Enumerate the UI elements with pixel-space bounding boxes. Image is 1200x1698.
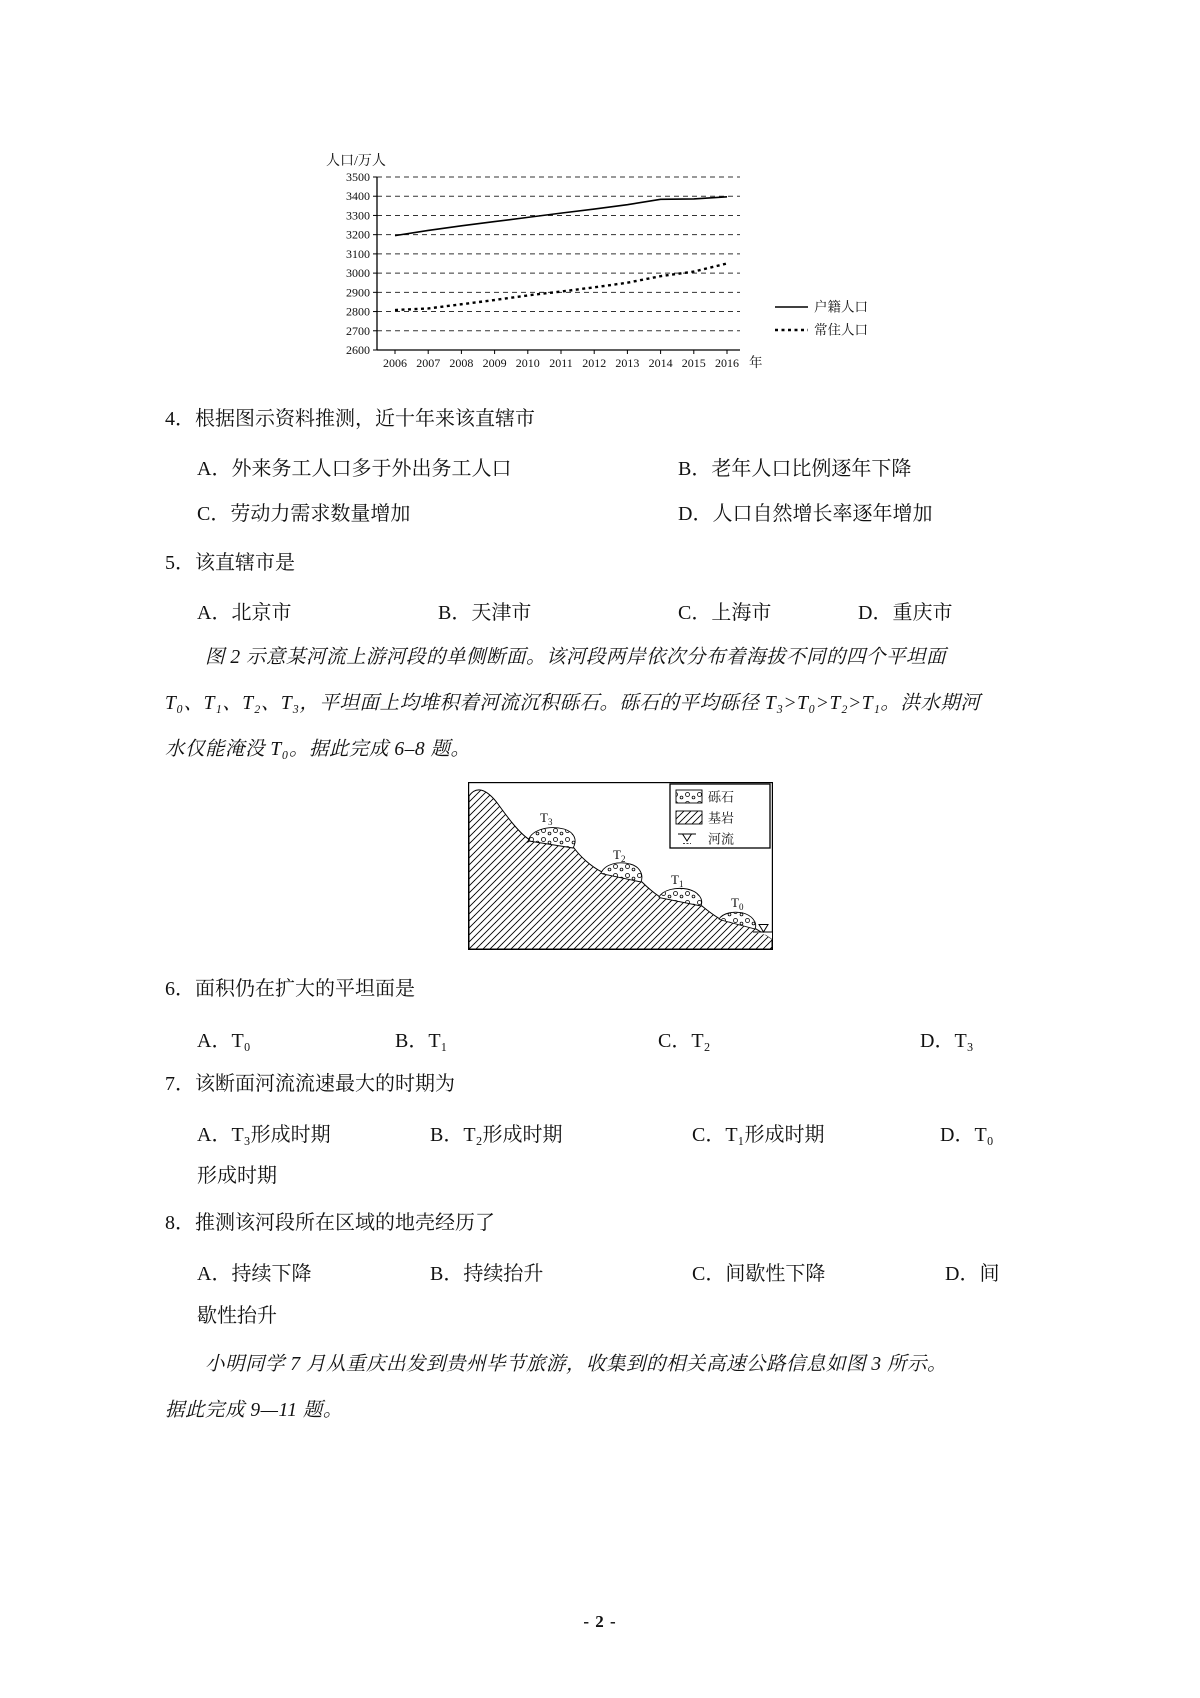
q7-option-c: C．T₁形成时期 — [692, 1124, 825, 1146]
chart-x-tick: 2006 — [383, 356, 407, 370]
chart-y-tick: 2800 — [346, 304, 370, 319]
chart-y-tick: 3300 — [346, 208, 370, 223]
q6-option-a: A．T₀ — [197, 1030, 251, 1052]
terrace-label-t2: $T_2$ — [613, 847, 626, 864]
question-4-stem: 4．根据图示资料推测，近十年来该直辖市 — [165, 408, 535, 430]
figure2-block — [468, 782, 773, 955]
q6-option-d: D．T₃ — [920, 1030, 974, 1052]
q8-option-c: C．间歇性下降 — [692, 1263, 826, 1285]
population-chart — [320, 145, 900, 380]
q5-option-c: C．上海市 — [678, 602, 772, 624]
chart-x-tick: 2013 — [615, 356, 640, 370]
q7-option-b: B．T₂形成时期 — [430, 1124, 563, 1146]
chart-x-tick: 2016 — [715, 356, 739, 370]
question-8-stem: 8．推测该河段所在区域的地壳经历了 — [165, 1212, 495, 1234]
q4-option-a: A．外来务工人口多于外出务工人口 — [197, 458, 512, 480]
chart-y-tick: 2900 — [346, 285, 370, 300]
chart-x-tick: 2009 — [482, 356, 507, 370]
bedrock-swatch-icon — [676, 811, 702, 824]
question-6-stem: 6．面积仍在扩大的平坦面是 — [165, 978, 415, 1000]
q7-option-d-continuation: 形成时期 — [197, 1165, 277, 1187]
chart-y-tick: 2600 — [346, 343, 370, 357]
chart-x-axis-unit: 年 — [749, 355, 763, 370]
q5-option-b: B．天津市 — [438, 602, 532, 624]
legend-label-bedrock: 基岩 — [708, 810, 735, 826]
gravel-swatch-icon — [676, 790, 702, 803]
chart-x-tick: 2012 — [582, 356, 607, 370]
q7-option-d: D．T₀ — [940, 1124, 994, 1146]
legend-label-river: 河流 — [708, 831, 735, 847]
q6-option-c: C．T₂ — [658, 1030, 711, 1052]
passage-figure3-line1: 小明同学 7 月从重庆出发到贵州毕节旅游，收集到的相关高速公路信息如图 3 所示。 — [205, 1354, 948, 1375]
passage-figure2-line3: 水仅能淹没 T₀。据此完成 6–8 题。 — [165, 739, 471, 760]
q6-option-b: B．T₁ — [395, 1030, 448, 1052]
question-5-stem: 5．该直辖市是 — [165, 552, 295, 574]
chart-series-1 — [395, 197, 727, 236]
chart-y-tick: 3100 — [346, 246, 370, 261]
chart-x-tick: 2007 — [416, 356, 441, 370]
q5-option-a: A．北京市 — [197, 602, 292, 624]
chart-legend-label: 户籍人口 — [814, 299, 868, 315]
chart-y-tick: 3200 — [346, 227, 370, 242]
passage-figure3-line2: 据此完成 9—11 题。 — [165, 1400, 343, 1421]
figure2-legend — [670, 784, 770, 848]
chart-y-axis-label: 人口/万人 — [326, 154, 386, 169]
page-number: - 2 - — [583, 1612, 617, 1631]
question-7-stem: 7．该断面河流流速最大的时期为 — [165, 1073, 455, 1095]
chart-y-tick: 3400 — [346, 189, 370, 204]
chart-y-tick: 2700 — [346, 323, 370, 338]
q4-option-d: D．人口自然增长率逐年增加 — [678, 503, 933, 525]
q8-option-d: D．间 — [945, 1263, 1000, 1285]
q5-option-d: D．重庆市 — [858, 602, 953, 624]
passage-figure2-line1: 图 2 示意某河流上游河段的单侧断面。该河段两岸依次分布着海拔不同的四个平坦面 — [205, 647, 947, 668]
q8-option-d-continuation: 歇性抬升 — [197, 1305, 277, 1327]
q8-option-a: A．持续下降 — [197, 1263, 312, 1285]
chart-x-tick: 2008 — [449, 356, 474, 370]
q4-option-c: C．劳动力需求数量增加 — [197, 503, 411, 525]
terrace-label-t0: $T_0$ — [731, 895, 744, 912]
q8-option-b: B．持续抬升 — [430, 1263, 544, 1285]
terrace-label-t3: $T_3$ — [540, 810, 553, 827]
chart-y-tick: 3500 — [346, 170, 370, 184]
figure2-diagram — [468, 782, 773, 950]
q7-option-a: A．T₃形成时期 — [197, 1124, 331, 1146]
chart-x-tick: 2014 — [648, 356, 673, 370]
chart-series-2 — [395, 264, 727, 311]
chart-x-tick: 2011 — [549, 356, 573, 370]
chart-x-tick: 2010 — [515, 356, 540, 370]
q4-option-b: B．老年人口比例逐年下降 — [678, 458, 912, 480]
chart-legend-label: 常住人口 — [814, 322, 868, 338]
legend-label-gravel: 砾石 — [708, 789, 735, 805]
chart-x-tick: 2015 — [681, 356, 706, 370]
population-chart-block — [320, 145, 900, 385]
chart-y-tick: 3000 — [346, 266, 370, 281]
passage-figure2-line2: T₀、T₁、T₂、T₃，平坦面上均堆积着河流沉积砾石。砾石的平均砾径 T₃>T₀>T₂>T₁。洪水期河 — [165, 693, 981, 714]
terrace-label-t1: $T_1$ — [671, 872, 684, 889]
